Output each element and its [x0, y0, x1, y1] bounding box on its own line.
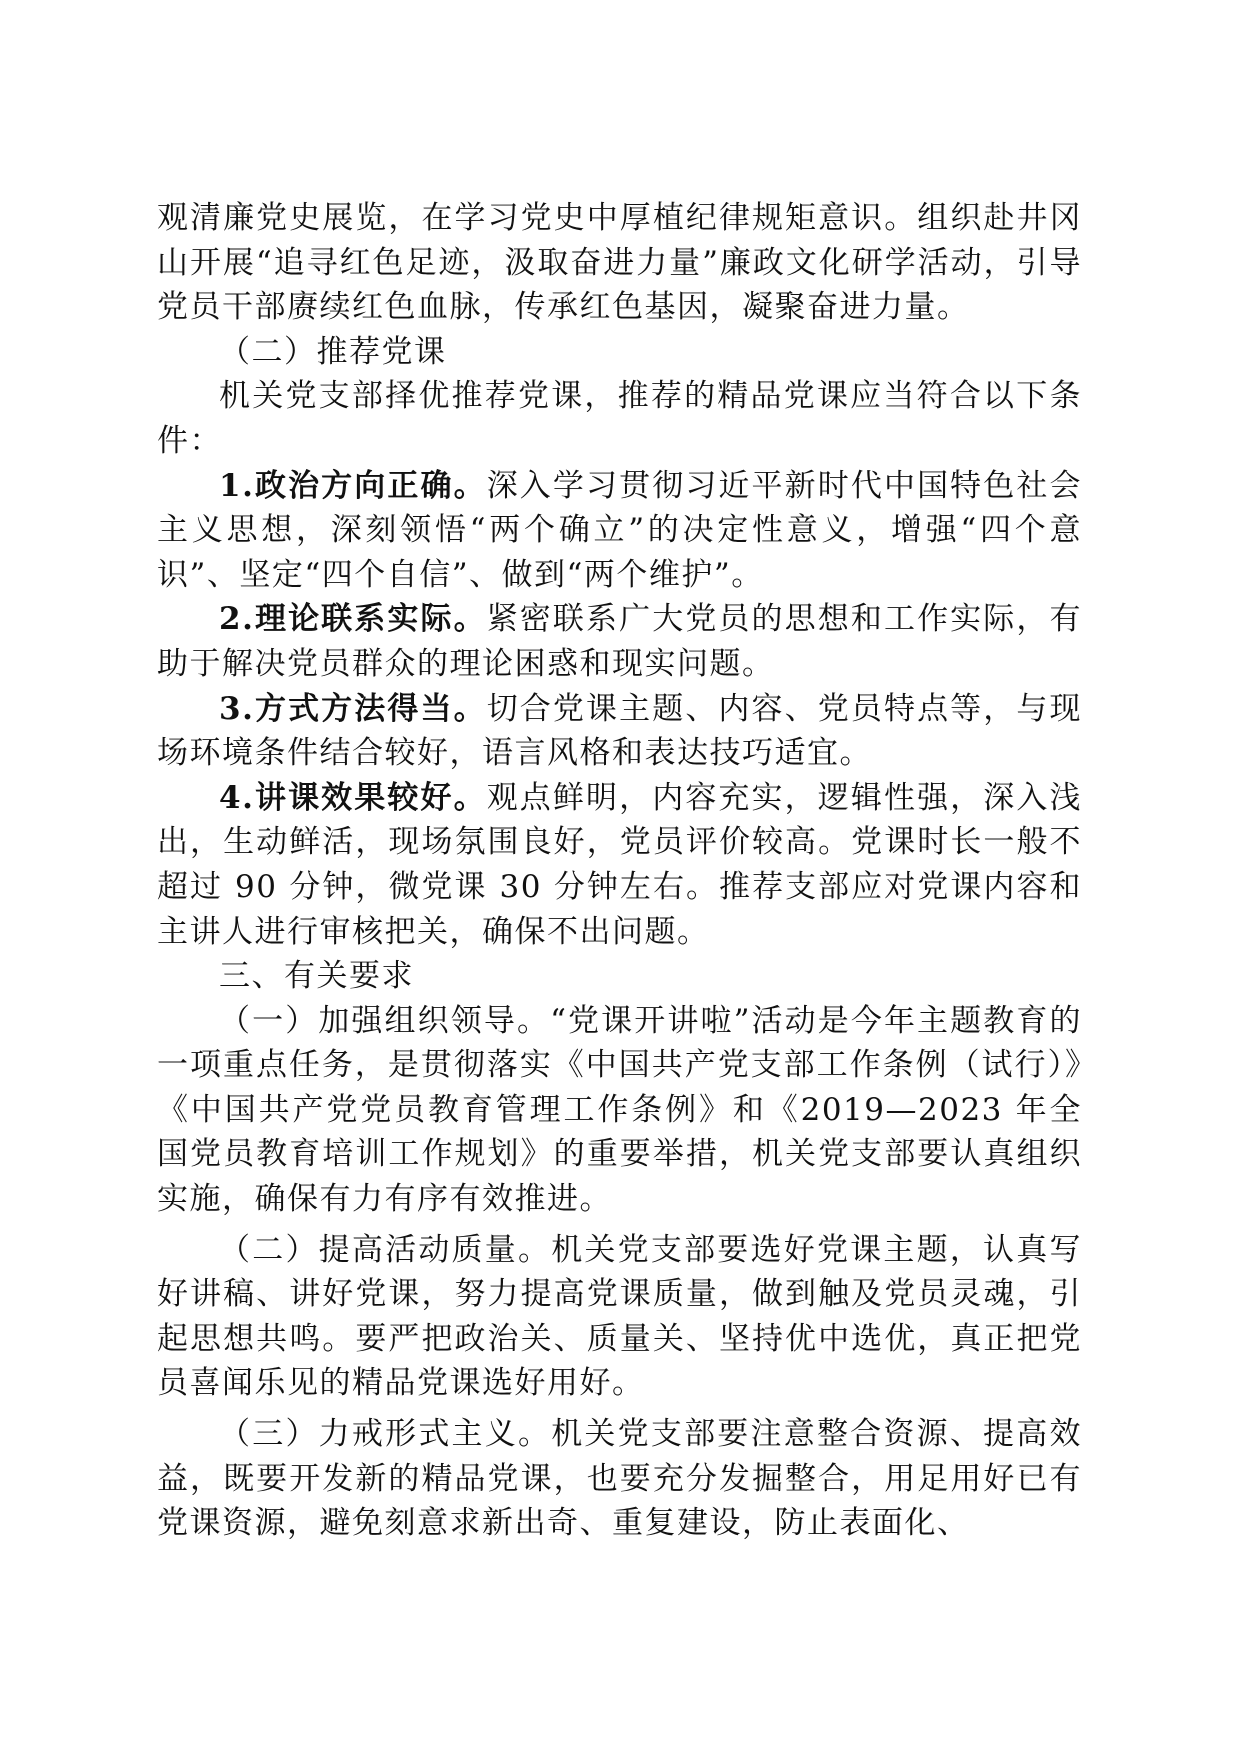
- criterion-3-text: 切合党课主题、内容、党员特点等，与现场环境条件结合较好，语言风格和表达技巧适宜。: [157, 690, 1082, 772]
- requirement-3: （三）力戒形式主义。机关党支部要注意整合资源、提高效益，既要开发新的精品党课，也要充分发掘整合，用足用好已有党课资源，避免刻意求新出奇、重复建设，防止表面化、: [157, 1416, 1082, 1542]
- criterion-1-text: 深入学习贯彻习近平新时代中国特色社会主义思想，深刻领悟“两个确立”的决定性意义，增强“四个意识”、坚定“四个自信”、做到“两个维护”。: [157, 467, 1082, 593]
- criterion-2: [157, 597, 1082, 686]
- criterion-1: [157, 464, 1082, 598]
- requirement-1: （一）加强组织领导。“党课开讲啦”活动是今年主题教育的一项重点任务，是贯彻落实《中国共产党支部工作条例（试行）》《中国共产党党员教育管理工作条例》和《2019—2023 年全国党员教育培训工作规划》的重要举措，机关党支部要认真组织实施，确保有力有序有效推进。: [157, 1002, 1082, 1218]
- criterion-4-text: 观点鲜明，内容充实，逻辑性强，深入浅出，生动鲜活，现场氛围良好，党员评价较高。党课时长一般不超过 90 分钟，微党课 30 分钟左右。推荐支部应对党课内容和主讲人进行审核把关，确保不出问题。: [157, 779, 1082, 950]
- paragraph-recommend-conditions: 机关党支部择优推荐党课，推荐的精品党课应当符合以下条件：: [157, 378, 1082, 459]
- criterion-4: [157, 776, 1082, 954]
- criterion-4-title: 4.讲课效果较好。: [219, 779, 487, 816]
- criterion-3-title: 3.方式方法得当。: [219, 690, 487, 727]
- criterion-2-title: 2.理论联系实际。: [219, 601, 487, 638]
- heading-requirements: 三、有关要求: [219, 958, 414, 995]
- paragraph-party-history: 观清廉党史展览，在学习党史中厚植纪律规矩意识。组织赴井冈山开展“追寻红色足迹，汲取奋进力量”廉政文化研学活动，引导党员干部赓续红色血脉，传承红色基因，凝聚奋进力量。: [157, 200, 1082, 326]
- criterion-1-title: 1.政治方向正确。: [219, 467, 487, 504]
- heading-recommend-lessons: （二）推荐党课: [219, 333, 447, 370]
- criterion-2-text: 紧密联系广大党员的思想和工作实际，有助于解决党员群众的理论困惑和现实问题。: [157, 601, 1082, 682]
- criterion-3: [157, 687, 1082, 776]
- requirement-2: （二）提高活动质量。机关党支部要选好党课主题，认真写好讲稿、讲好党课，努力提高党课质量，做到触及党员灵魂，引起思想共鸣。要严把政治关、质量关、坚持优中选优，真正把党员喜闻乐见的精品党课选好用好。: [157, 1231, 1082, 1402]
- document-body: [157, 196, 1082, 1546]
